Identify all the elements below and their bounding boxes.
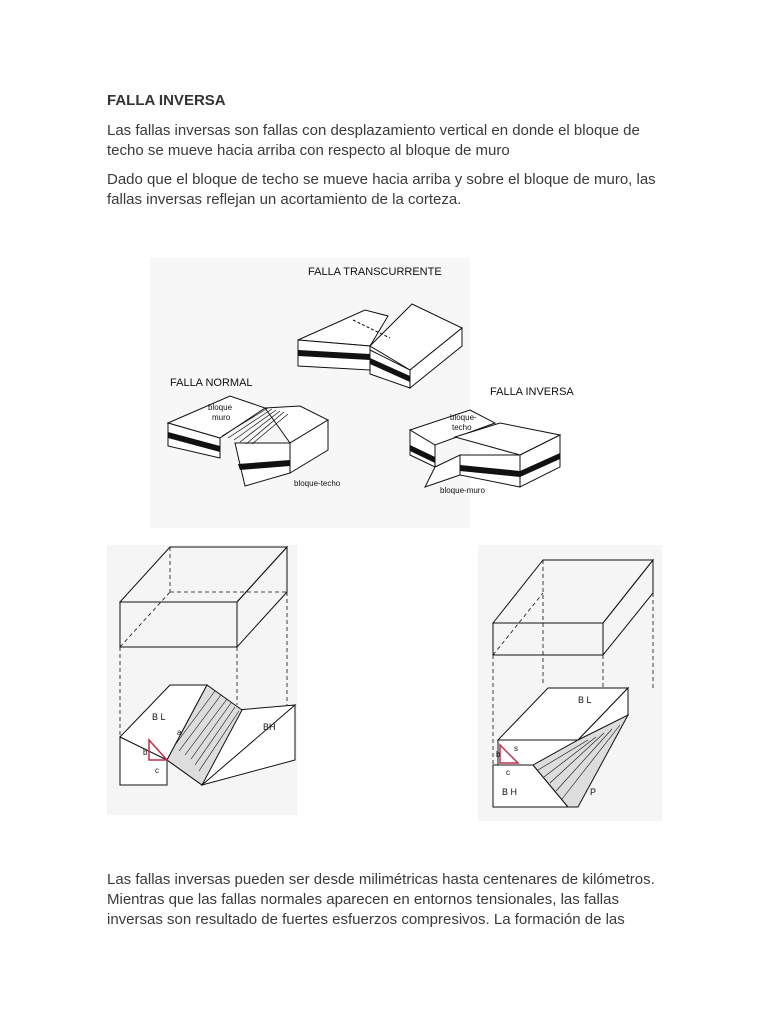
normal-label-techo: bloque-techo xyxy=(294,479,341,488)
title-normal: FALLA NORMAL xyxy=(170,377,253,389)
left-label-bl: B L xyxy=(152,712,166,722)
paragraph-definition: Las fallas inversas son fallas con desplazamiento vertical en donde el bloque de techo se mueve hacia arriba con respecto al bloque de muro xyxy=(107,122,640,159)
page-title: FALLA INVERSA xyxy=(107,92,226,109)
left-label-a: a xyxy=(177,728,182,737)
right-label-b: b xyxy=(496,750,501,759)
normal-label-muro-1: bloque xyxy=(208,403,233,412)
inversa-title: FALLA INVERSA xyxy=(490,386,574,398)
left-label-b: b xyxy=(143,748,148,757)
right-label-bl: B L xyxy=(578,695,592,705)
block-diagram-right-drawing xyxy=(478,545,662,821)
left-label-c: c xyxy=(155,766,159,775)
right-label-bh: B H xyxy=(502,787,518,797)
paragraph-escala: Las fallas inversas pueden ser desde milimétricas hasta centenares de kilómetros. Mientras que las fallas normales aparecen en entornos tensionales, las fallas inversas son resultado de fuertes esfuerzos compresivos. La formación de las xyxy=(107,871,655,928)
right-label-c: c xyxy=(506,768,510,777)
inverse-fault-figure xyxy=(400,375,610,525)
title-transcurrente: FALLA TRANSCURRENTE xyxy=(308,266,442,278)
normal-label-muro-2: muro xyxy=(212,413,231,422)
block-diagram-left xyxy=(107,545,297,815)
right-label-p: P xyxy=(590,787,597,797)
inversa-label-muro: bloque-muro xyxy=(440,486,485,495)
block-diagram-left-drawing xyxy=(107,545,297,815)
inverse-fault-drawing xyxy=(400,375,610,525)
block-diagram-right xyxy=(478,545,662,821)
inversa-label-techo-2: techo xyxy=(452,423,472,432)
left-label-bh: BH xyxy=(263,722,276,732)
inversa-label-techo-1: bloque- xyxy=(450,413,477,422)
paragraph-acortamiento: Dado que el bloque de techo se mueve hacia arriba y sobre el bloque de muro, las fallas inversas reflejan un acortamiento de la corteza. xyxy=(107,171,656,208)
right-label-s: s xyxy=(514,744,518,753)
